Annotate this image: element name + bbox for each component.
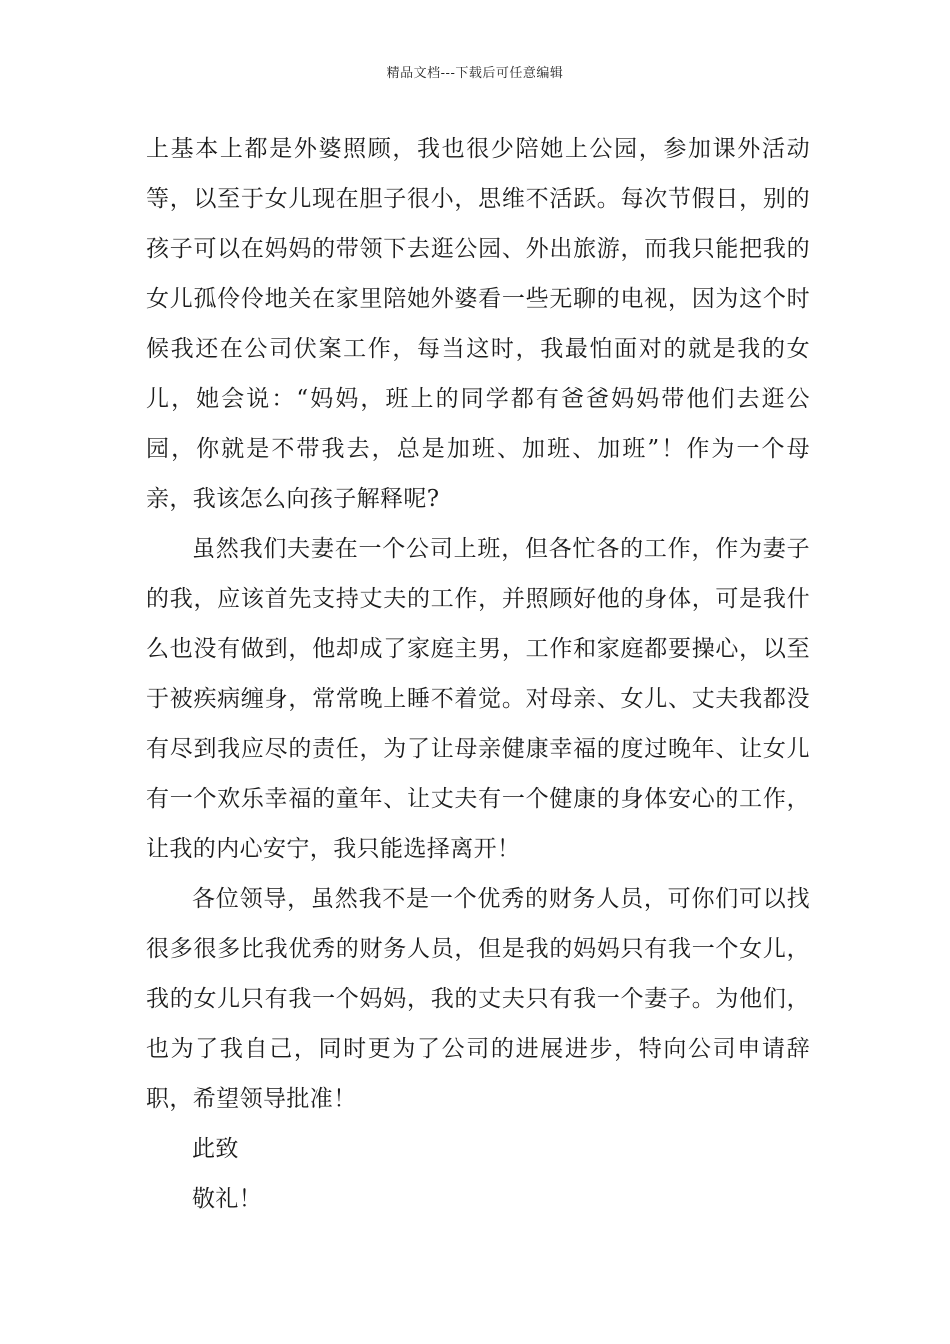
paragraph-spouse: 虽然我们夫妻在一个公司上班，但各忙各的工作，作为妻子的我，应该首先支持丈夫的工作，并照顾好他的身体，可是我什么也没有做到，他却成了家庭主男，工作和家庭都要操心，以至于被疾病缠身，常常晚上睡不着觉。对母亲、女儿、丈夫我都没有尽到我应尽的责任，为了让母亲健康幸福的度过晚年、让女儿有一个欢乐幸福的童年、让丈夫有一个健康的身体安心的工作，让我的内心安宁，我只能选择离开！ [146, 536, 810, 862]
page-header: 精品文档---下载后可任意编辑 [386, 66, 564, 81]
paragraph-continuation: 上基本上都是外婆照顾，我也很少陪她上公园，参加课外活动等，以至于女儿现在胆子很小，思维不活跃。每次节假日，别的孩子可以在妈妈的带领下去逛公园、外出旅游，而我只能把我的女儿孤伶伶地关在家里陪她外婆看一些无聊的电视，因为这个时候我还在公司伏案工作，每当这时，我最怕面对的就是我的女儿，她会说：“妈妈，班上的同学都有爸爸妈妈带他们去逛公园，你就是不带我去，总是加班、加班、加班”！作为一个母亲，我该怎么向孩子解释呢? [146, 136, 810, 512]
letter-body [146, 124, 810, 1224]
closing-salutation: 此致 [192, 1136, 239, 1162]
closing-regards: 敬礼！ [192, 1186, 263, 1212]
paragraph-request: 各位领导，虽然我不是一个优秀的财务人员，可你们可以找很多很多比我优秀的财务人员，但是我的妈妈只有我一个女儿，我的女儿只有我一个妈妈，我的丈夫只有我一个妻子。为他们，也为了我自己，同时更为了公司的进展进步，特向公司申请辞职，希望领导批准！ [146, 886, 810, 1112]
